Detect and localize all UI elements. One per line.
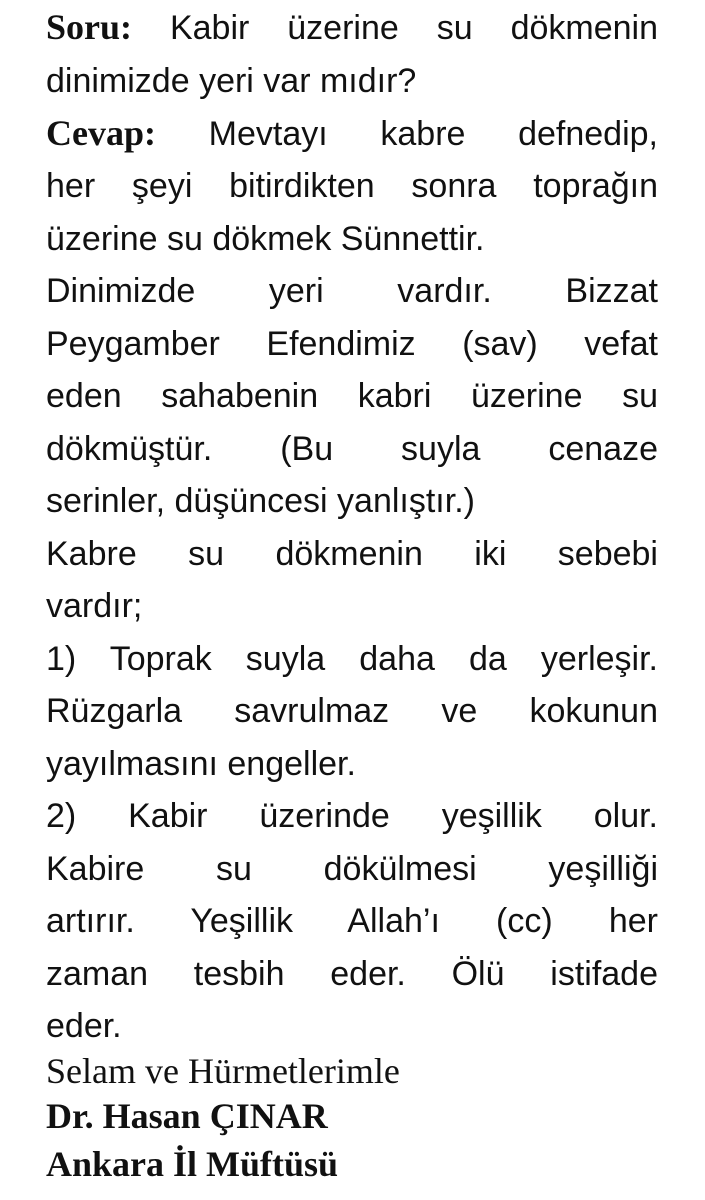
answer-label: Cevap:: [46, 113, 156, 153]
answer-line-14: 2) Kabir üzerinde yeşillik olur.: [46, 797, 658, 835]
answer-line-17: zaman tesbih eder. Ölü istifade: [46, 955, 658, 993]
document-page: [46, 0, 658, 1200]
question-line-1: [46, 0, 658, 54]
answer-line-16: artırır. Yeşillik Allah’ı (cc) her: [46, 902, 658, 940]
question-text-1: Kabir üzerine su dökmenin: [132, 9, 658, 47]
answer-line-1: [46, 106, 658, 160]
answer-line-3: üzerine su dökmek Sünnettir.: [46, 220, 485, 258]
answer-line-12: Rüzgarla savrulmaz ve kokunun: [46, 692, 658, 730]
answer-line-10: vardır;: [46, 587, 143, 625]
answer-line-9: Kabre su dökmenin iki sebebi: [46, 535, 658, 573]
answer-line-13: yayılmasını engeller.: [46, 745, 356, 783]
answer-line-7: dökmüştür. (Bu suyla cenaze: [46, 430, 658, 468]
signature-name: Dr. Hasan ÇINAR: [46, 1096, 328, 1136]
answer-text-1: Mevtayı kabre defnedip,: [156, 115, 658, 153]
answer-line-8: serinler, düşüncesi yanlıştır.): [46, 482, 475, 520]
answer-line-15: Kabire su dökülmesi yeşilliği: [46, 850, 658, 888]
closing-line: Selam ve Hürmetlerimle: [46, 1051, 400, 1091]
answer-line-5: Peygamber Efendimiz (sav) vefat: [46, 325, 658, 363]
answer-line-11: 1) Toprak suyla daha da yerleşir.: [46, 640, 658, 678]
signature-title: Ankara İl Müftüsü: [46, 1144, 339, 1184]
answer-line-6: eden sahabenin kabri üzerine su: [46, 377, 658, 415]
answer-line-2: her şeyi bitirdikten sonra toprağın: [46, 167, 658, 205]
question-label: Soru:: [46, 7, 133, 47]
answer-line-4: Dinimizde yeri vardır. Bizzat: [46, 272, 658, 310]
question-line-2: dinimizde yeri var mıdır?: [46, 62, 417, 100]
answer-line-18: eder.: [46, 1007, 122, 1045]
